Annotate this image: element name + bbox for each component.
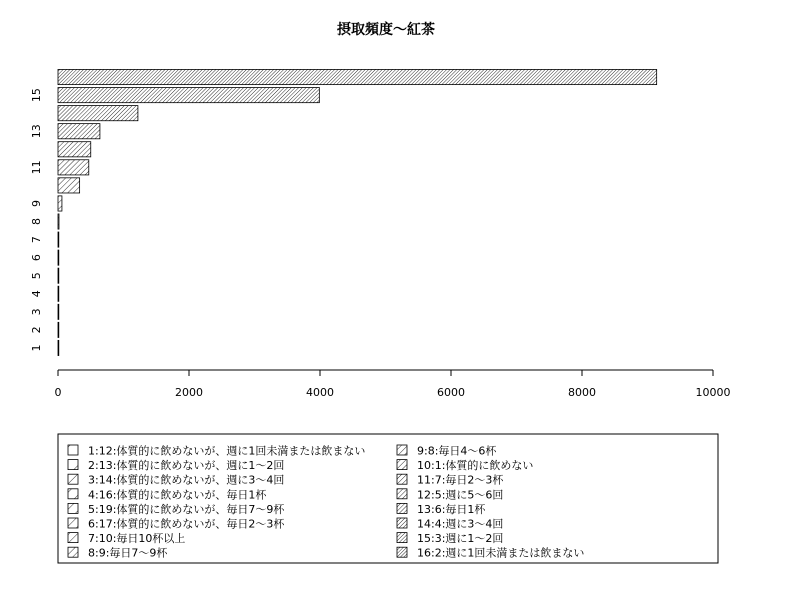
legend-swatch [68, 474, 78, 484]
x-tick-label: 0 [54, 386, 62, 399]
legend-swatch [68, 533, 78, 543]
bar-11 [58, 160, 89, 175]
bar-15 [58, 88, 319, 103]
legend-swatch [397, 547, 407, 557]
y-tick-label: 11 [30, 160, 43, 175]
bar-6 [58, 250, 59, 265]
legend-swatch [68, 503, 78, 513]
bar-13 [58, 124, 100, 139]
legend-swatch [397, 445, 407, 455]
bars-group [58, 69, 657, 355]
x-tick-label: 10000 [695, 386, 731, 399]
legend-swatch [68, 445, 78, 455]
bar-14 [58, 106, 138, 121]
y-tick-label: 1 [30, 344, 43, 352]
y-tick-label: 8 [30, 218, 43, 226]
bar-16 [58, 69, 657, 84]
legend-swatch [68, 518, 78, 528]
bar-3 [58, 304, 59, 319]
y-tick-label: 4 [30, 290, 43, 298]
x-tick-label: 8000 [568, 386, 596, 399]
y-tick-label: 13 [30, 124, 43, 139]
legend-swatch [68, 460, 78, 470]
bar-1 [58, 340, 59, 355]
legend-swatch [68, 547, 78, 557]
legend-label: 10:1:体質的に飲めない [417, 459, 534, 473]
legend-label: 16:2:週に1回未満または飲まない [417, 546, 585, 560]
legend-swatch [397, 533, 407, 543]
legend-label: 6:17:体質的に飲めないが、毎日2～3杯 [88, 517, 285, 531]
y-tick-label: 3 [30, 308, 43, 316]
y-tick-label: 2 [30, 326, 43, 334]
legend-label: 15:3:週に1～2回 [417, 532, 504, 546]
legend-swatch [397, 518, 407, 528]
bar-8 [58, 214, 59, 229]
y-tick-label: 7 [30, 236, 43, 244]
y-tick-label: 6 [30, 254, 43, 262]
legend-label: 2:13:体質的に飲めないが、週に1～2回 [88, 459, 285, 473]
bar-10 [58, 178, 80, 193]
bar-4 [58, 286, 59, 301]
y-tick-label: 15 [30, 88, 43, 103]
bar-7 [58, 232, 59, 247]
legend-label: 8:9:毎日7～9杯 [88, 546, 168, 560]
bar-12 [58, 142, 91, 157]
legend-swatch [397, 503, 407, 513]
legend-swatch [397, 460, 407, 470]
legend-label: 1:12:体質的に飲めないが、週に1回未満または飲まない [88, 444, 366, 458]
x-axis [55, 370, 731, 399]
bar-5 [58, 268, 59, 283]
y-tick-label: 9 [30, 199, 43, 207]
bar-2 [58, 322, 59, 337]
y-axis [30, 88, 43, 351]
legend-label: 13:6:毎日1杯 [417, 502, 486, 516]
y-tick-label: 5 [30, 272, 43, 280]
legend-label: 3:14:体質的に飲めないが、週に3～4回 [88, 473, 285, 487]
legend-swatch [68, 489, 78, 499]
legend-label: 5:19:体質的に飲めないが、毎日7～9杯 [88, 502, 285, 516]
chart-title: 摂取頻度～紅茶 [337, 22, 435, 38]
x-tick-label: 4000 [306, 386, 334, 399]
legend-label: 4:16:体質的に飲めないが、毎日1杯 [88, 488, 267, 502]
legend-label: 11:7:毎日2～3杯 [417, 473, 504, 487]
legend-label: 9:8:毎日4～6杯 [417, 444, 497, 458]
bar-9 [58, 196, 62, 211]
legend-label: 14:4:週に3～4回 [417, 517, 504, 531]
legend-label: 7:10:毎日10杯以上 [88, 532, 186, 546]
legend-label: 12:5:週に5～6回 [417, 488, 504, 502]
x-tick-label: 6000 [437, 386, 465, 399]
legend-swatch [397, 489, 407, 499]
legend-swatch [397, 474, 407, 484]
legend [58, 434, 718, 563]
x-tick-label: 2000 [175, 386, 203, 399]
